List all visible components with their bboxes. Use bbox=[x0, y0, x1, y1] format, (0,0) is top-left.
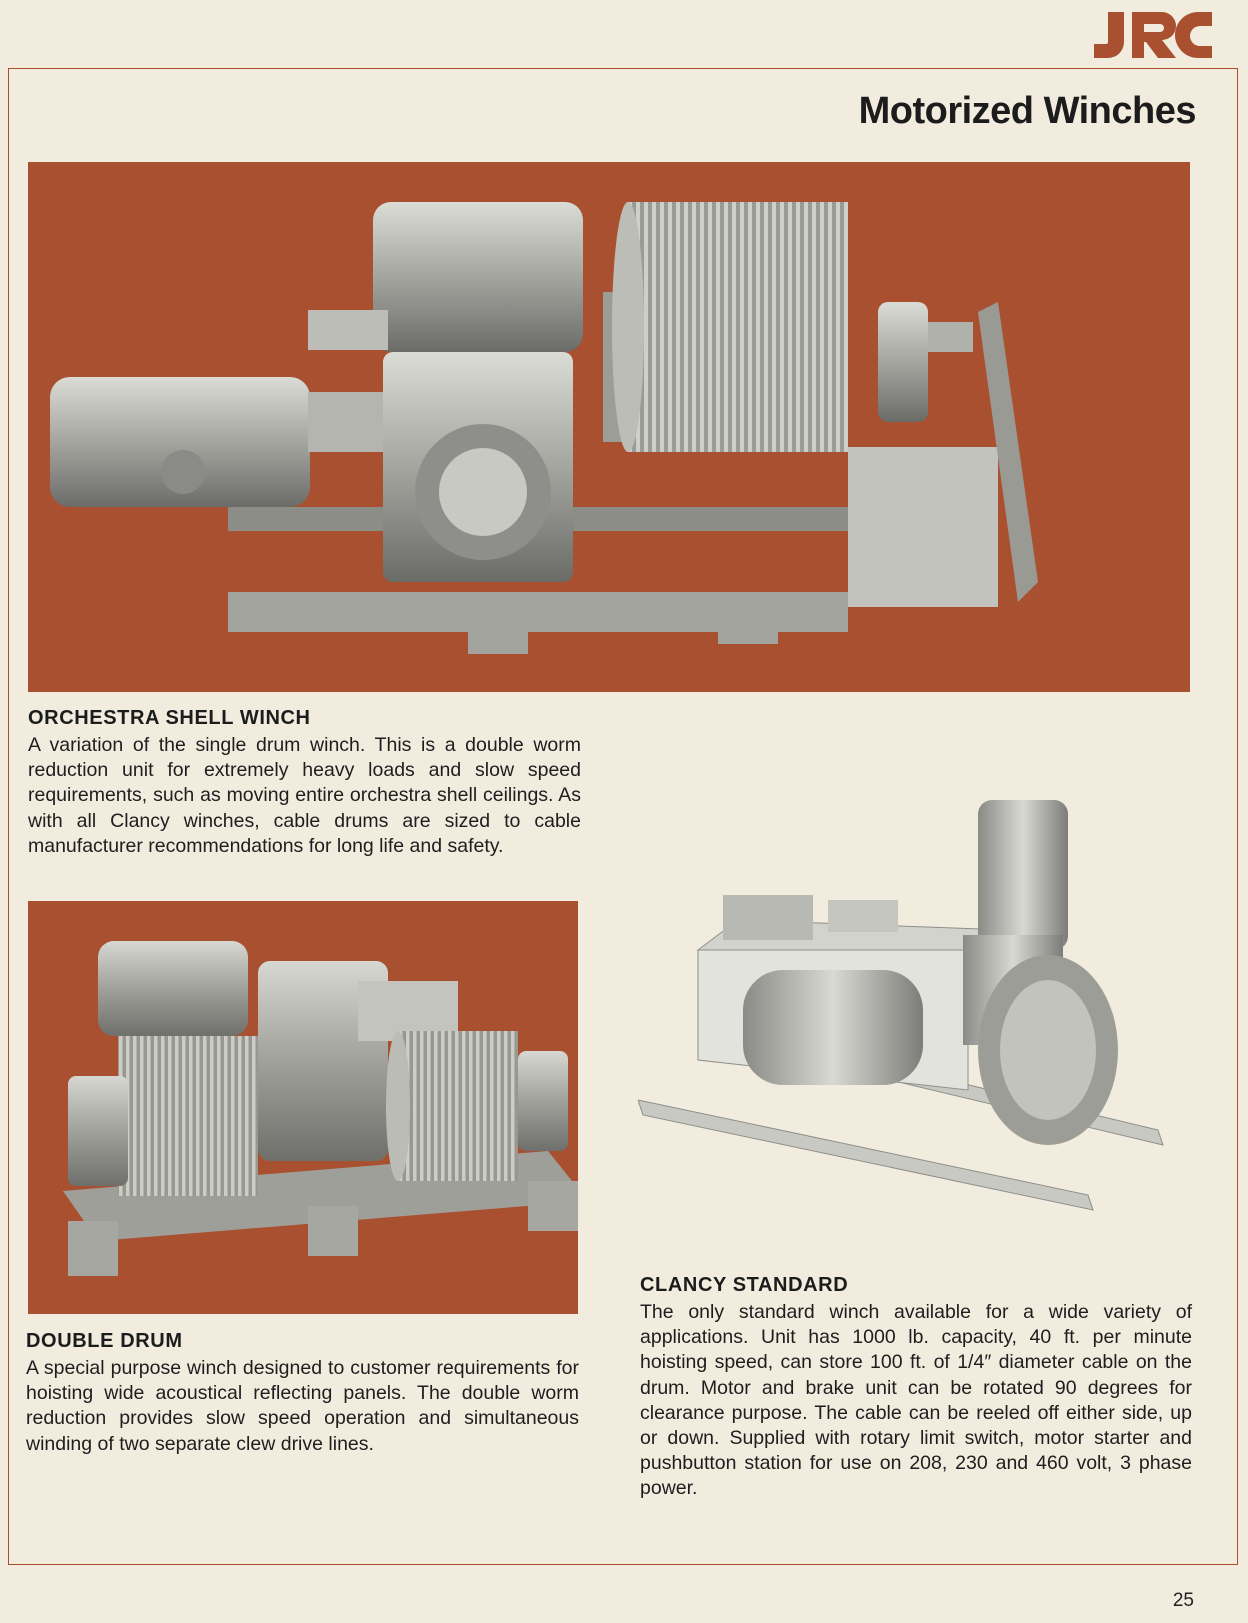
page-number: 25 bbox=[1172, 1590, 1194, 1611]
clancy-standard-heading: CLANCY STANDARD bbox=[640, 1274, 849, 1296]
jrc-logo bbox=[1090, 8, 1214, 64]
orchestra-shell-winch-heading: ORCHESTRA SHELL WINCH bbox=[28, 707, 311, 729]
double-drum-description: A special purpose winch designed to customer requirements for hoisting wide acoustical reflecting panels. The double worm reduction provides slow speed operation and simultaneous winding of two separate clew drive lines. bbox=[26, 1357, 579, 1455]
double-drum-heading: DOUBLE DRUM bbox=[26, 1330, 183, 1352]
page-title: Motorized Winches bbox=[858, 90, 1196, 132]
orchestra-shell-winch-photo bbox=[28, 162, 1190, 692]
clancy-standard-photo bbox=[638, 800, 1198, 1270]
clancy-standard-description: The only standard winch available for a wide variety of applications. Unit has 1000 lb. capacity, 40 ft. per minute hoisting speed, can store 100 ft. of 1/4″ diameter cable on the drum. Motor and brake unit can be rotated 90 degrees for clearance purpose. The cable can be reeled off either side, up or down. Supplied with rotary limit switch, motor starter and pushbutton station for use on 208, 230 and 460 volt, 3 phase power. bbox=[640, 1301, 1192, 1500]
orchestra-shell-winch-description: A variation of the single drum winch. This is a double worm reduction unit for extremely heavy loads and slow speed requirements, such as moving entire orchestra shell ceilings. As with all Clancy winches, cable drums are sized to cable manufacturer recommendations for long life and safety. bbox=[28, 734, 581, 857]
double-drum-photo bbox=[28, 901, 578, 1314]
